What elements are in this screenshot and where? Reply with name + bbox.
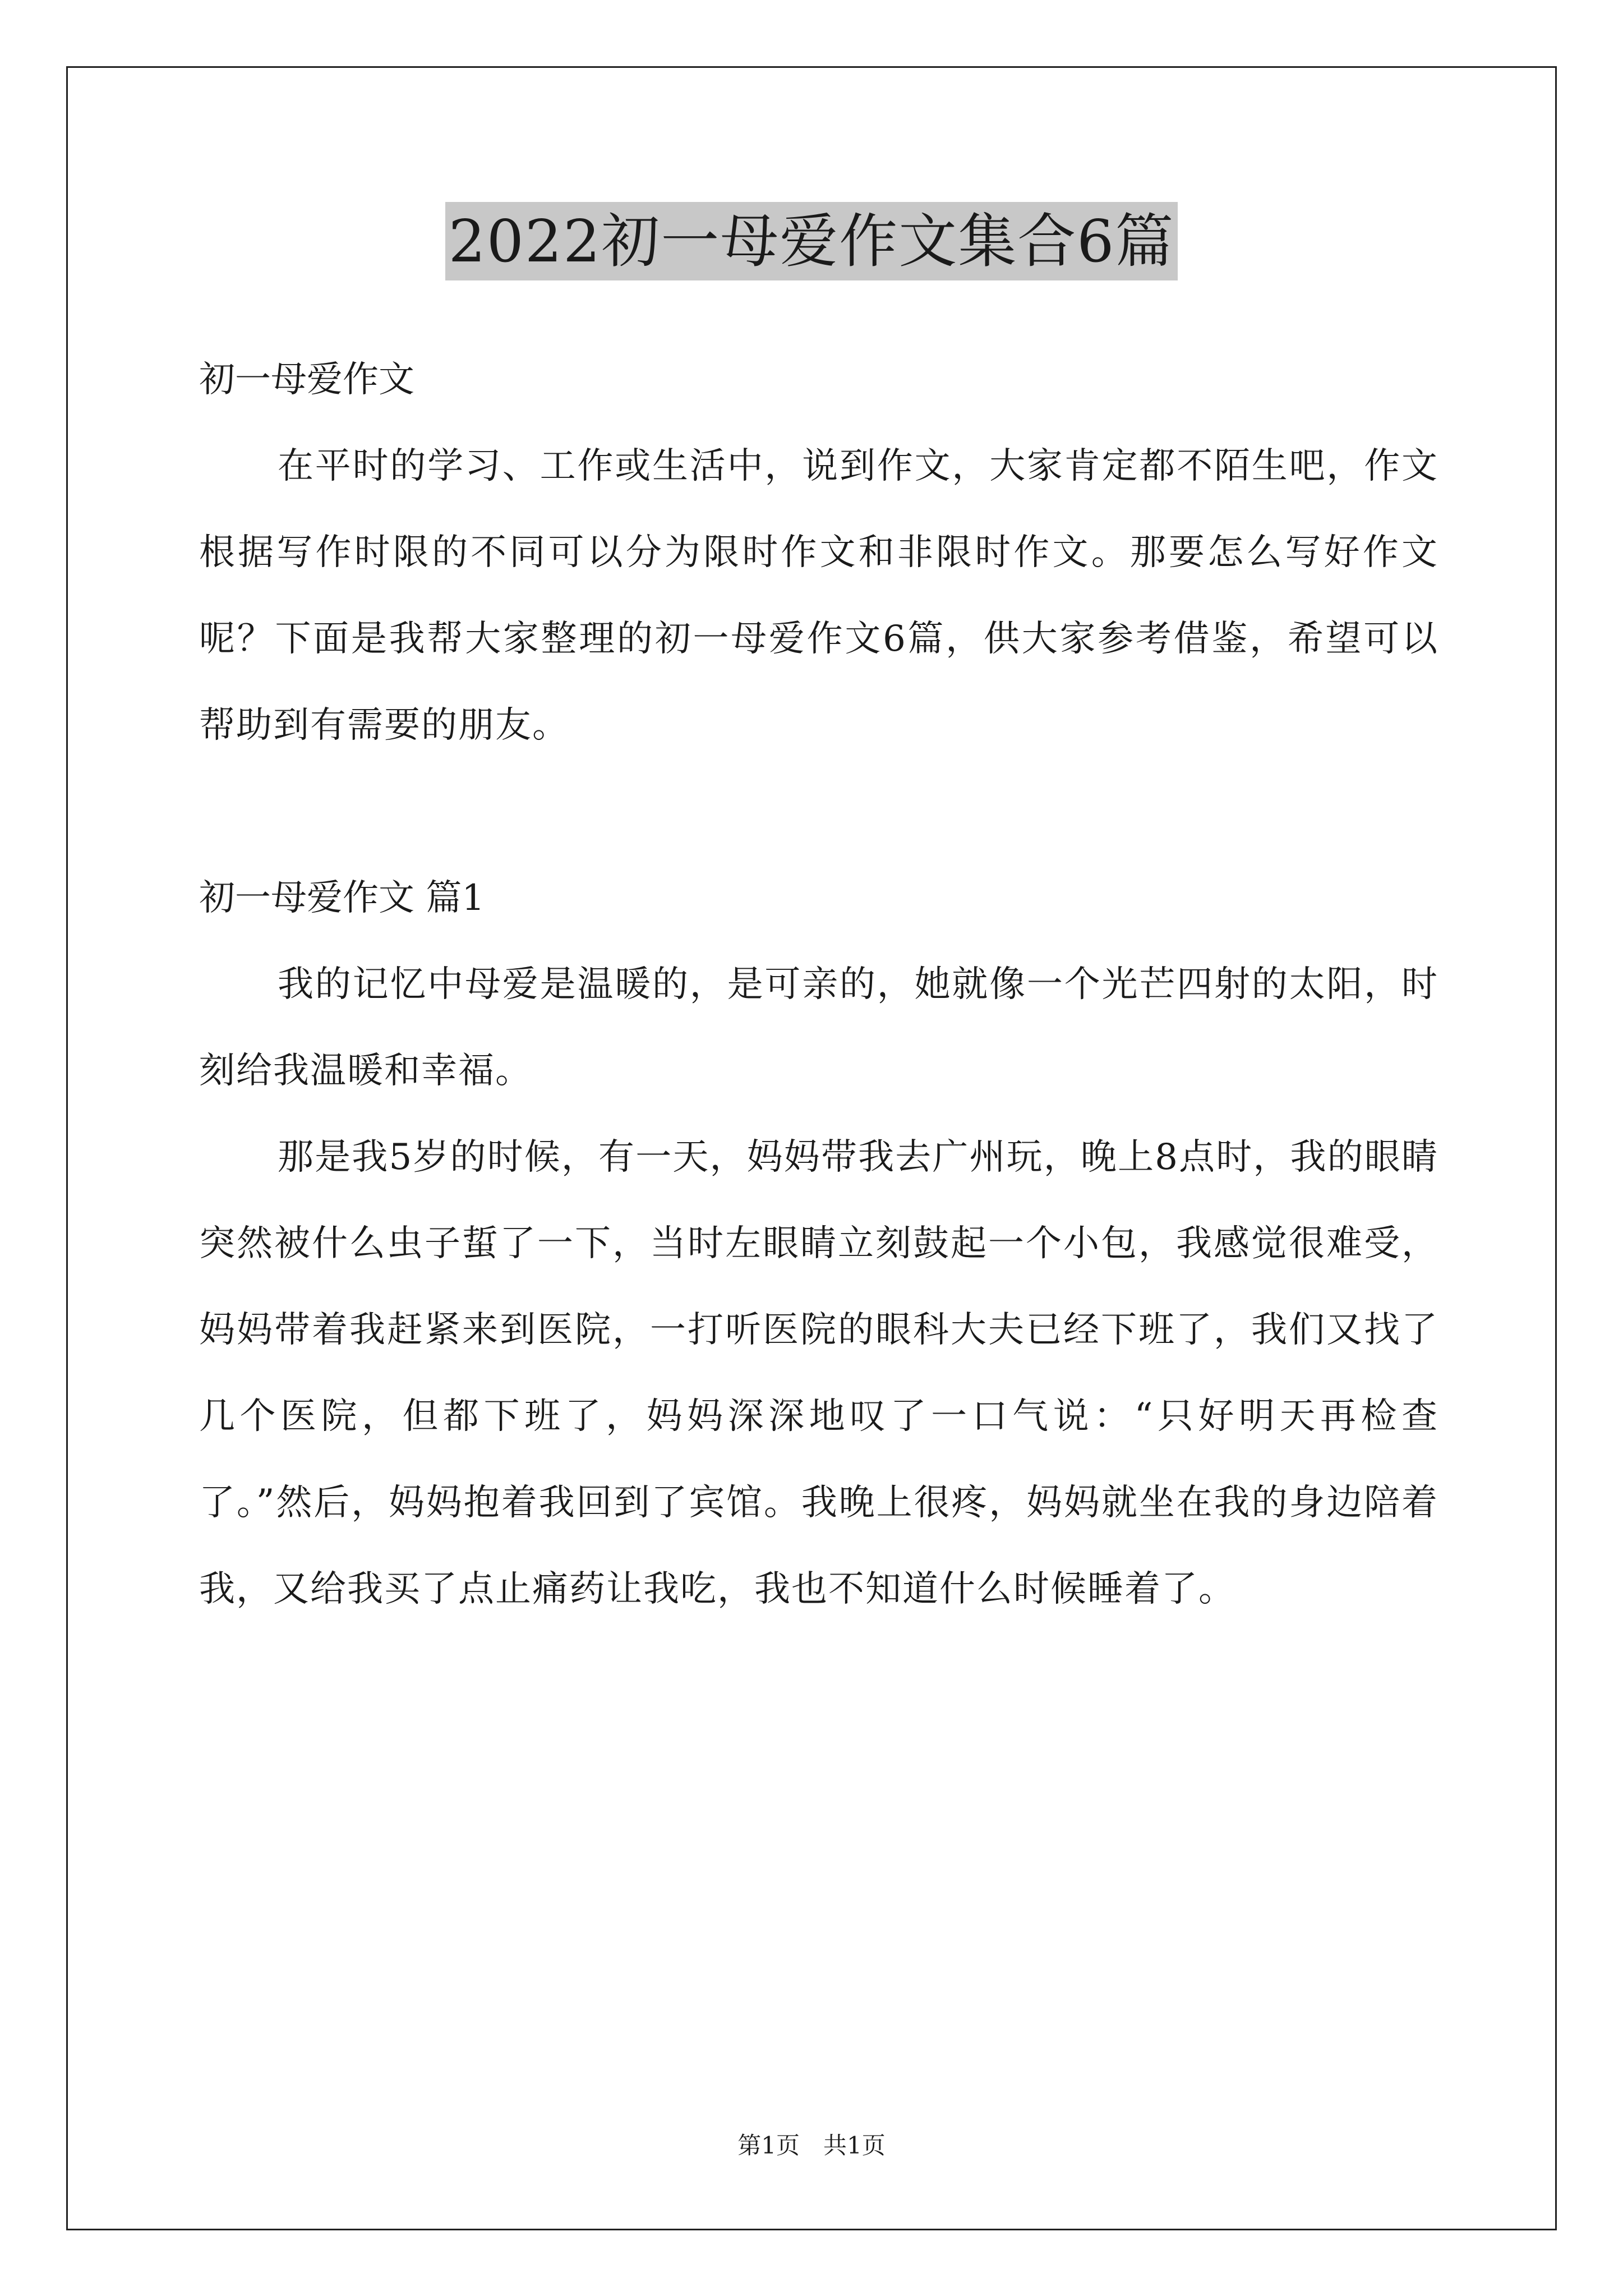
body-paragraph: 那是我5岁的时候，有一天，妈妈带我去广州玩，晚上8点时，我的眼睛突然被什么虫子蜇了一下，当时左眼睛立刻鼓起一个小包，我感觉很难受，妈妈带着我赶紧来到医院，一打听医院的眼科大夫已经下班了，我们又找了几个医院，但都下班了，妈妈深深地叹了一口气说：“只好明天再检查了。”然后，妈妈抱着我回到了宾馆。我晚上很疼，妈妈就坐在我的身边陪着我，又给我买了点止痛药让我吃，我也不知道什么时候睡着了。 xyxy=(199,1137,1438,1610)
section-heading: 初一母爱作文 篇1 xyxy=(199,877,485,919)
document-body xyxy=(199,337,1438,1632)
title-container xyxy=(0,202,1623,280)
intro-paragraph: 在平时的学习、工作或生活中，说到作文，大家肯定都不陌生吧，作文根据写作时限的不同可以分为限时作文和非限时作文。那要怎么写好作文呢？下面是我帮大家整理的初一母爱作文6篇，供大家参考借鉴，希望可以帮助到有需要的朋友。 xyxy=(199,445,1438,746)
document-title: 2022初一母爱作文集合6篇 xyxy=(445,202,1178,280)
intro-heading: 初一母爱作文 xyxy=(199,359,414,401)
page-footer: 第1页 共1页 xyxy=(737,2132,886,2159)
section-spacer xyxy=(199,769,1438,855)
body-paragraph: 我的记忆中母爱是温暖的，是可亲的，她就像一个光芒四射的太阳，时刻给我温暖和幸福。 xyxy=(199,964,1438,1092)
